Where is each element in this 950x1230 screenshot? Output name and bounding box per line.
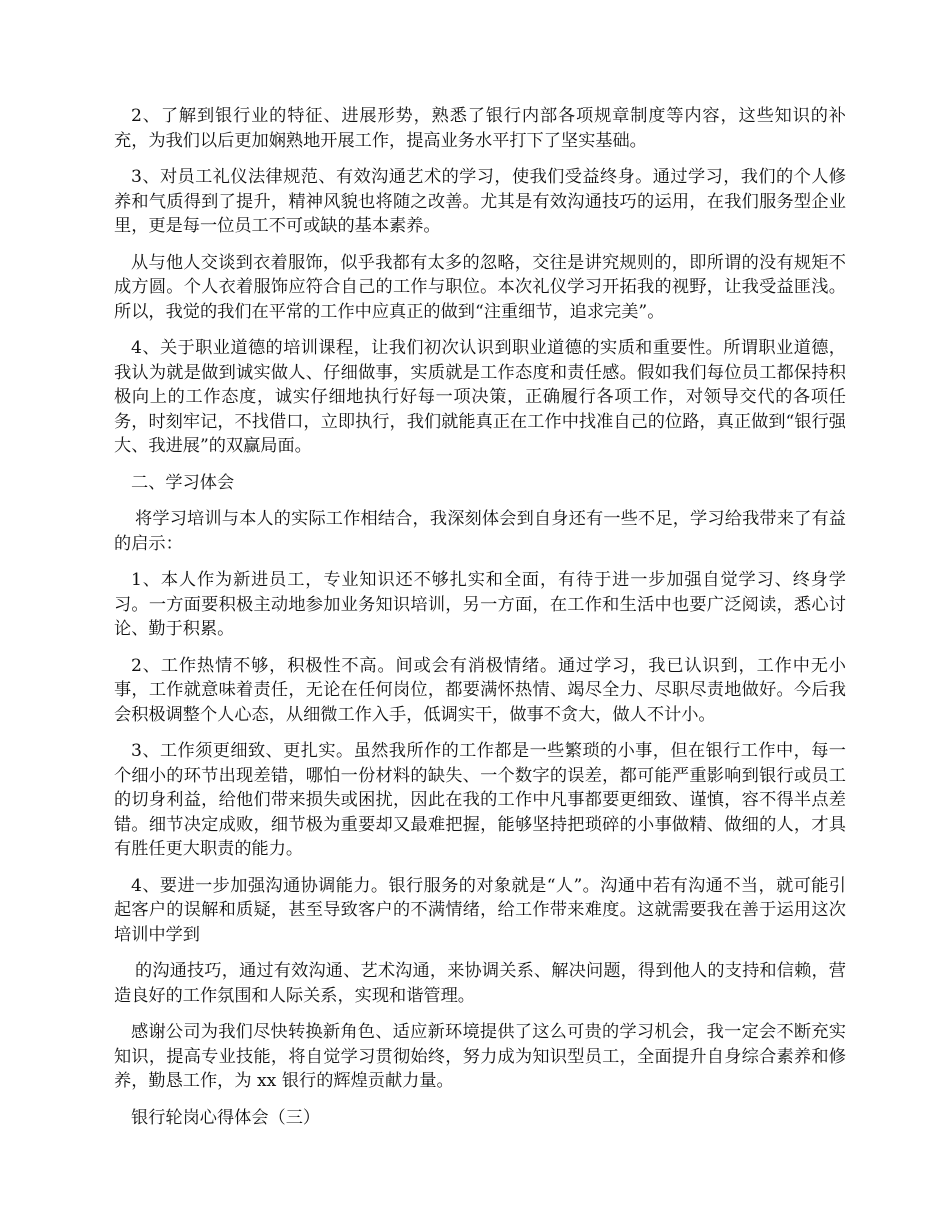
section-heading-learning: 二、学习体会 — [131, 472, 235, 493]
paragraph-point-3: 3、工作须更细致、更扎实。虽然我所作的工作都是一些繁琐的小事，但在银行工作中，每一个细小的环节出现差错，哪怕一份材料的缺失、一个数字的误差，都可能严重影响到银行或员工的切身利益，给他们带来损失或困扰，因此在我的工作中凡事都要更细致、谨慎，容不得半点差错。细节决定成败，细节极为重要却又最难把握，能够坚持把琐碎的小事做精、做细的人，才具有胜任更大职责的能力。 — [114, 741, 846, 859]
paragraph-point-4: 4、要进一步加强沟通协调能力。银行服务的对象就是“人”。沟通中若有沟通不当，就可能引起客户的误解和质疑，甚至导致客户的不满情绪，给工作带来难度。这就需要我在善于运用这次培训中学到 — [114, 875, 846, 945]
paragraph-knowledge: 2、了解到银行业的特征、进展形势，熟悉了银行内部各项规章制度等内容，这些知识的补充，为我们以后更加娴熟地开展工作，提高业务水平打下了坚实基础。 — [114, 106, 846, 151]
paragraph-point-4-continued: 的沟通技巧，通过有效沟通、艺术沟通，来协调关系、解决问题，得到他人的支持和信赖，营造良好的工作氛围和人际关系，实现和谐管理。 — [114, 961, 846, 1006]
paragraph-intro: 将学习培训与本人的实际工作相结合，我深刻体会到自身还有一些不足，学习给我带来了有益的启示： — [114, 509, 846, 554]
section-title-next: 银行轮岗心得体会（三） — [131, 1107, 321, 1128]
paragraph-thanks: 感谢公司为我们尽快转换新角色、适应新环境提供了这么可贵的学习机会，我一定会不断充实知识，提高专业技能，将自觉学习贯彻始终，努力成为知识型员工，全面提升自身综合素养和修养，勤恳工作，为 xx 银行的辉煌贡献力量。 — [114, 1022, 846, 1091]
document-body — [114, 104, 846, 1142]
paragraph-point-2: 2、工作热情不够，积极性不高。间或会有消极情绪。通过学习，我已认识到，工作中无小事，工作就意味着责任，无论在任何岗位，都要满怀热情、竭尽全力、尽职尽责地做好。今后我会积极调整个人心态，从细微工作入手，低调实干，做事不贪大，做人不计小。 — [114, 655, 846, 725]
paragraph-attire: 从与他人交谈到衣着服饰，似乎我都有太多的忽略，交往是讲究规则的，即所谓的没有规矩不成方圆。个人衣着服饰应符合自己的工作与职位。本次礼仪学习开拓我的视野，让我受益匪浅。所以，我觉的我们在平常的工作中应真正的做到“注重细节，追求完美”。 — [114, 252, 846, 322]
paragraph-etiquette: 3、对员工礼仪法律规范、有效沟通艺术的学习，使我们受益终身。通过学习，我们的个人修养和气质得到了提升，精神风貌也将随之改善。尤其是有效沟通技巧的运用，在我们服务型企业里，更是每一位员工不可或缺的基本素养。 — [114, 167, 846, 236]
paragraph-point-1: 1、本人作为新进员工，专业知识还不够扎实和全面，有待于进一步加强自觉学习、终身学习。一方面要积极主动地参加业务知识培训，另一方面，在工作和生活中也要广泛阅读，悉心讨论、勤于积累。 — [114, 570, 846, 639]
paragraph-ethics: 4、关于职业道德的培训课程，让我们初次认识到职业道德的实质和重要性。所谓职业道德，我认为就是做到诚实做人、仔细做事，实质就是工作态度和责任感。假如我们每位员工都保持积极向上的工作态度，诚实仔细地执行好每一项决策，正确履行各项工作，对领导交代的各项任务，时刻牢记，不找借口，立即执行，我们就能真正在工作中找准自己的位路，真正做到“银行强大、我进展”的双赢局面。 — [114, 338, 846, 456]
